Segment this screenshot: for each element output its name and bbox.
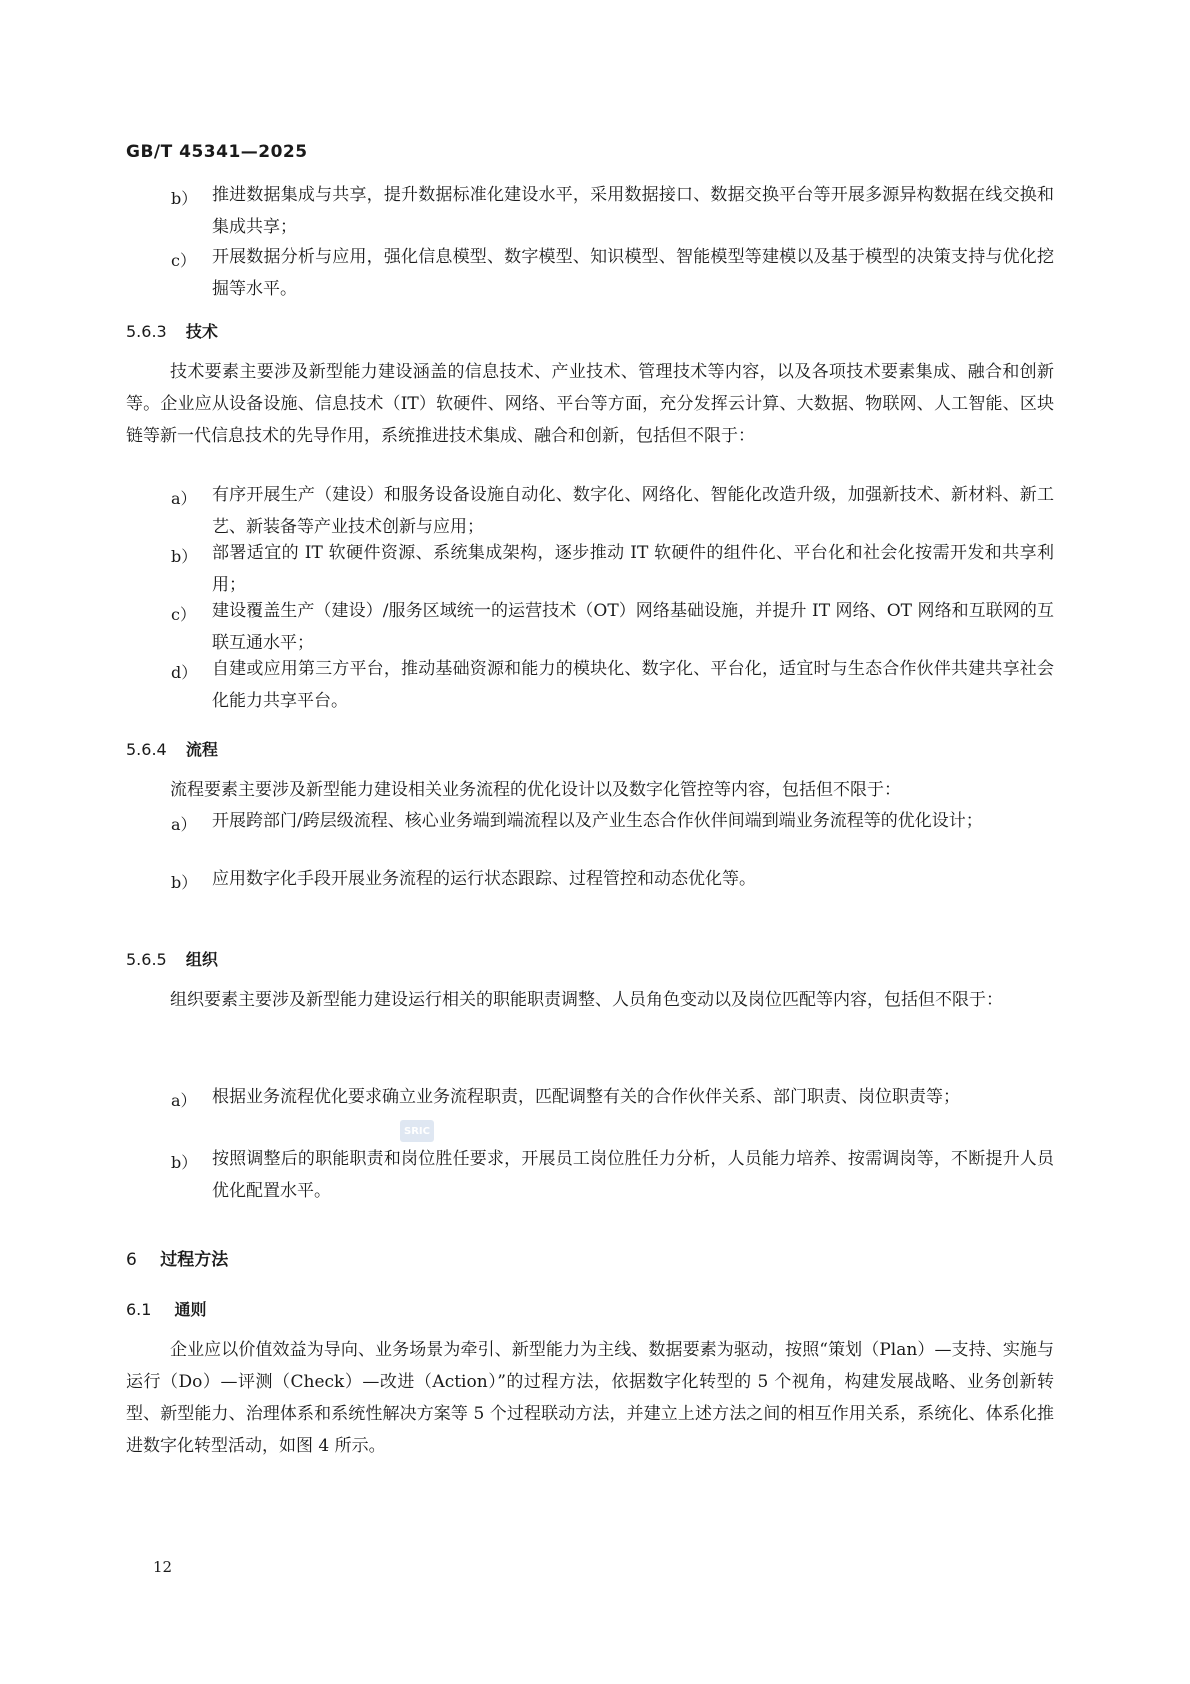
section-title: 流程 <box>185 740 218 759</box>
chapter-heading-6 <box>126 1245 228 1270</box>
list-item-text: 应用数字化手段开展业务流程的运行状态跟踪、过程管控和动态优化等。 <box>212 869 756 889</box>
page-number: 12 <box>153 1558 173 1576</box>
section-number: 5.6.5 <box>126 950 167 969</box>
list-item-label: b） <box>171 547 198 566</box>
section-paragraph: 组织要素主要涉及新型能力建设运行相关的职能职责调整、人员角色变动以及岗位匹配等内容，包括但不限于： <box>170 990 1003 1010</box>
section-number: 6.1 <box>126 1300 152 1319</box>
section-paragraph: 流程要素主要涉及新型能力建设相关业务流程的优化设计以及数字化管控等内容，包括但不限于： <box>170 780 901 800</box>
section-number: 5.6.4 <box>126 740 167 759</box>
section-title: 技术 <box>185 322 218 341</box>
section-heading-6-1 <box>126 1297 207 1320</box>
section-paragraph: 技术要素主要涉及新型能力建设涵盖的信息技术、产业技术、管理技术等内容，以及各项技术要素集成、融合和创新等。企业应从设备设施、信息技术（IT）软硬件、网络、平台等方面，充分发挥云计算、大数据、物联网、人工智能、区块链等新一代信息技术的先导作用，系统推进技术集成、融合和创新，包括但不限于： <box>126 362 1054 446</box>
section-paragraph: 企业应以价值效益为导向、业务场景为牵引、新型能力为主线、数据要素为驱动，按照“策划（Plan）—支持、实施与运行（Do）—评测（Check）—改进（Action）”的过程方法，依据数字化转型的 5 个视角，构建发展战略、业务创新转型、新型能力、治理体系和系统性解决方案等 5 个过程联动方法，并建立上述方法之间的相互作用关系，系统化、体系化推进数字化转型活动，如图 4 所示。 <box>126 1340 1054 1456</box>
list-item-text: 按照调整后的职能职责和岗位胜任要求，开展员工岗位胜任力分析，人员能力培养、按需调岗等，不断提升人员优化配置水平。 <box>212 1149 1054 1201</box>
section-number: 5.6.3 <box>126 322 167 341</box>
document-code: GB/T 45341—2025 <box>126 142 308 162</box>
section-number: 6 <box>126 1250 137 1270</box>
list-item-label: a） <box>171 1091 197 1110</box>
list-item-text: 建设覆盖生产（建设）/服务区域统一的运营技术（OT）网络基础设施，并提升 IT 网络、OT 网络和互联网的互联互通水平； <box>212 601 1054 653</box>
list-item-text: 开展跨部门/跨层级流程、核心业务端到端流程以及产业生态合作伙伴间端到端业务流程等的优化设计； <box>212 811 983 831</box>
list-item-label: c） <box>171 605 196 624</box>
list-item-text: 自建或应用第三方平台，推动基础资源和能力的模块化、数字化、平台化，适宜时与生态合作伙伴共建共享社会化能力共享平台。 <box>212 659 1054 711</box>
section-heading-5-6-3 <box>126 319 218 342</box>
list-item-label: a） <box>171 489 197 508</box>
list-item-label: b） <box>171 873 198 892</box>
list-item-label: b） <box>171 1153 198 1172</box>
list-item-label: c） <box>171 251 196 270</box>
list-item-label: b） <box>171 189 198 208</box>
section-title: 组织 <box>185 950 218 969</box>
section-title: 通则 <box>174 1300 207 1319</box>
list-item-text: 开展数据分析与应用，强化信息模型、数字模型、知识模型、智能模型等建模以及基于模型的决策支持与优化挖掘等水平。 <box>212 247 1054 299</box>
list-item-text: 部署适宜的 IT 软硬件资源、系统集成架构，逐步推动 IT 软硬件的组件化、平台化和社会化按需开发和共享利用； <box>212 543 1054 595</box>
section-heading-5-6-4 <box>126 737 218 760</box>
list-item-text: 推进数据集成与共享，提升数据标准化建设水平，采用数据接口、数据交换平台等开展多源异构数据在线交换和集成共享； <box>212 185 1054 237</box>
list-item-label: a） <box>171 815 197 834</box>
watermark-logo: SRIC <box>400 1120 434 1142</box>
list-item-text: 根据业务流程优化要求确立业务流程职责，匹配调整有关的合作伙伴关系、部门职责、岗位职责等； <box>212 1087 960 1107</box>
section-title: 过程方法 <box>160 1250 229 1270</box>
list-item-text: 有序开展生产（建设）和服务设备设施自动化、数字化、网络化、智能化改造升级，加强新技术、新材料、新工艺、新装备等产业技术创新与应用； <box>212 485 1054 537</box>
list-item-label: d） <box>171 663 198 682</box>
section-heading-5-6-5 <box>126 947 218 970</box>
